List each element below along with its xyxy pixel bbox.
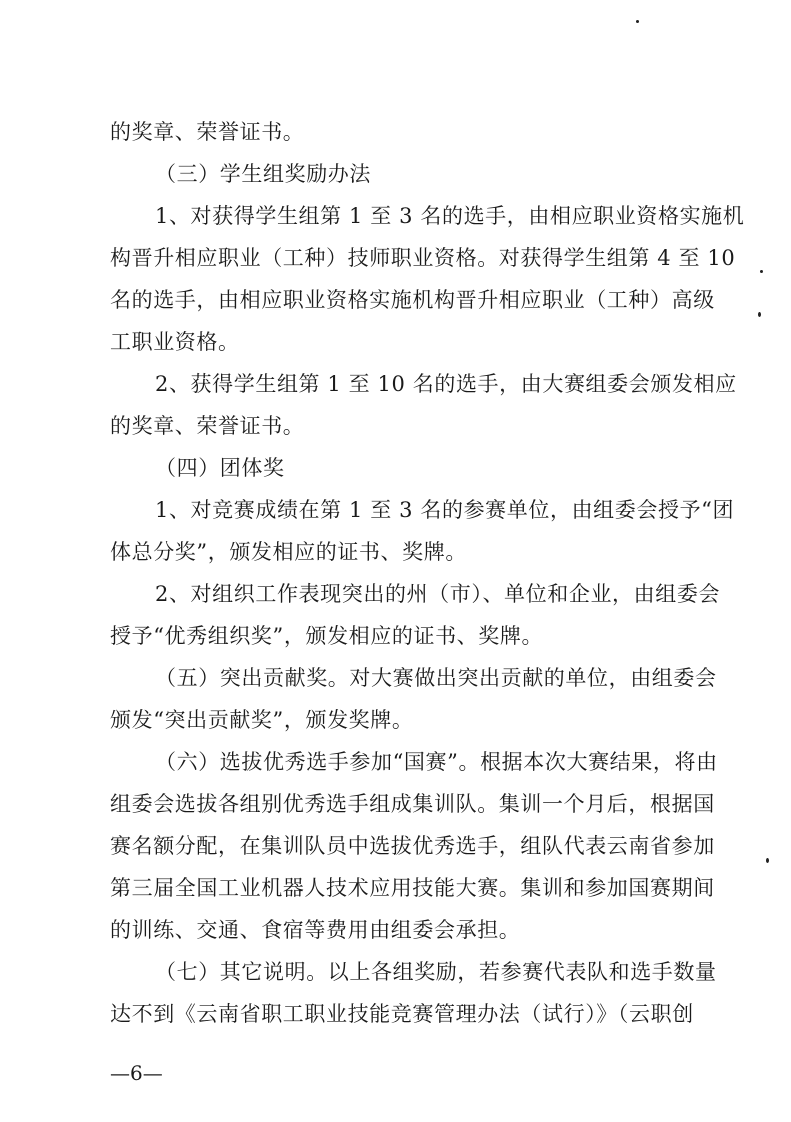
text-line: 第三届全国工业机器人技术应用技能大赛。集训和参加国赛期间	[110, 876, 715, 900]
text-line: （五）突出贡献奖。对大赛做出突出贡献的单位，由组委会	[155, 666, 717, 690]
text-line: （七）其它说明。以上各组奖励，若参赛代表队和选手数量	[155, 960, 717, 984]
section-heading: （四）团体奖	[155, 456, 285, 480]
text-line: 赛名额分配，在集训队员中选拔优秀选手，组队代表云南省参加	[110, 834, 715, 858]
text-line: 授予“优秀组织奖”，颁发相应的证书、奖牌。	[110, 624, 544, 648]
text-line: 体总分奖”，颁发相应的证书、奖牌。	[110, 540, 467, 564]
text-line: （六）选拔优秀选手参加“国赛”。根据本次大赛结果，将由	[155, 750, 718, 774]
scan-speck	[760, 270, 763, 273]
text-line: 2、获得学生组第 1 至 10 名的选手，由大赛组委会颁发相应	[155, 372, 737, 396]
text-line: 组委会选拔各组别优秀选手组成集训队。集训一个月后，根据国	[110, 792, 715, 816]
scan-speck	[758, 312, 761, 317]
text-line: 构晋升相应职业（工种）技师职业资格。对获得学生组第 4 至 10	[110, 246, 736, 270]
text-line: 的奖章、荣誉证书。	[110, 414, 305, 438]
page-number: —6—	[110, 1061, 163, 1085]
text-line: 达不到《云南省职工职业技能竞赛管理办法（试行）》（云职创	[110, 1002, 694, 1026]
text-line: 的奖章、荣誉证书。	[110, 120, 305, 144]
text-line: 2、对组织工作表现突出的州（市）、单位和企业，由组委会	[155, 582, 721, 606]
text-line: 名的选手，由相应职业资格实施机构晋升相应职业（工种）高级	[110, 288, 715, 312]
text-line: 工职业资格。	[110, 330, 240, 354]
text-line: 颁发“突出贡献奖”，颁发奖牌。	[110, 708, 414, 732]
scan-speck	[636, 20, 639, 23]
section-heading: （三）学生组奖励办法	[155, 162, 371, 186]
text-line: 1、对竞赛成绩在第 1 至 3 名的参赛单位，由组委会授予“团	[155, 498, 735, 522]
text-line: 的训练、交通、食宿等费用由组委会承担。	[110, 918, 521, 942]
text-line: 1、对获得学生组第 1 至 3 名的选手，由相应职业资格实施机	[155, 204, 745, 228]
scan-speck	[766, 858, 769, 863]
